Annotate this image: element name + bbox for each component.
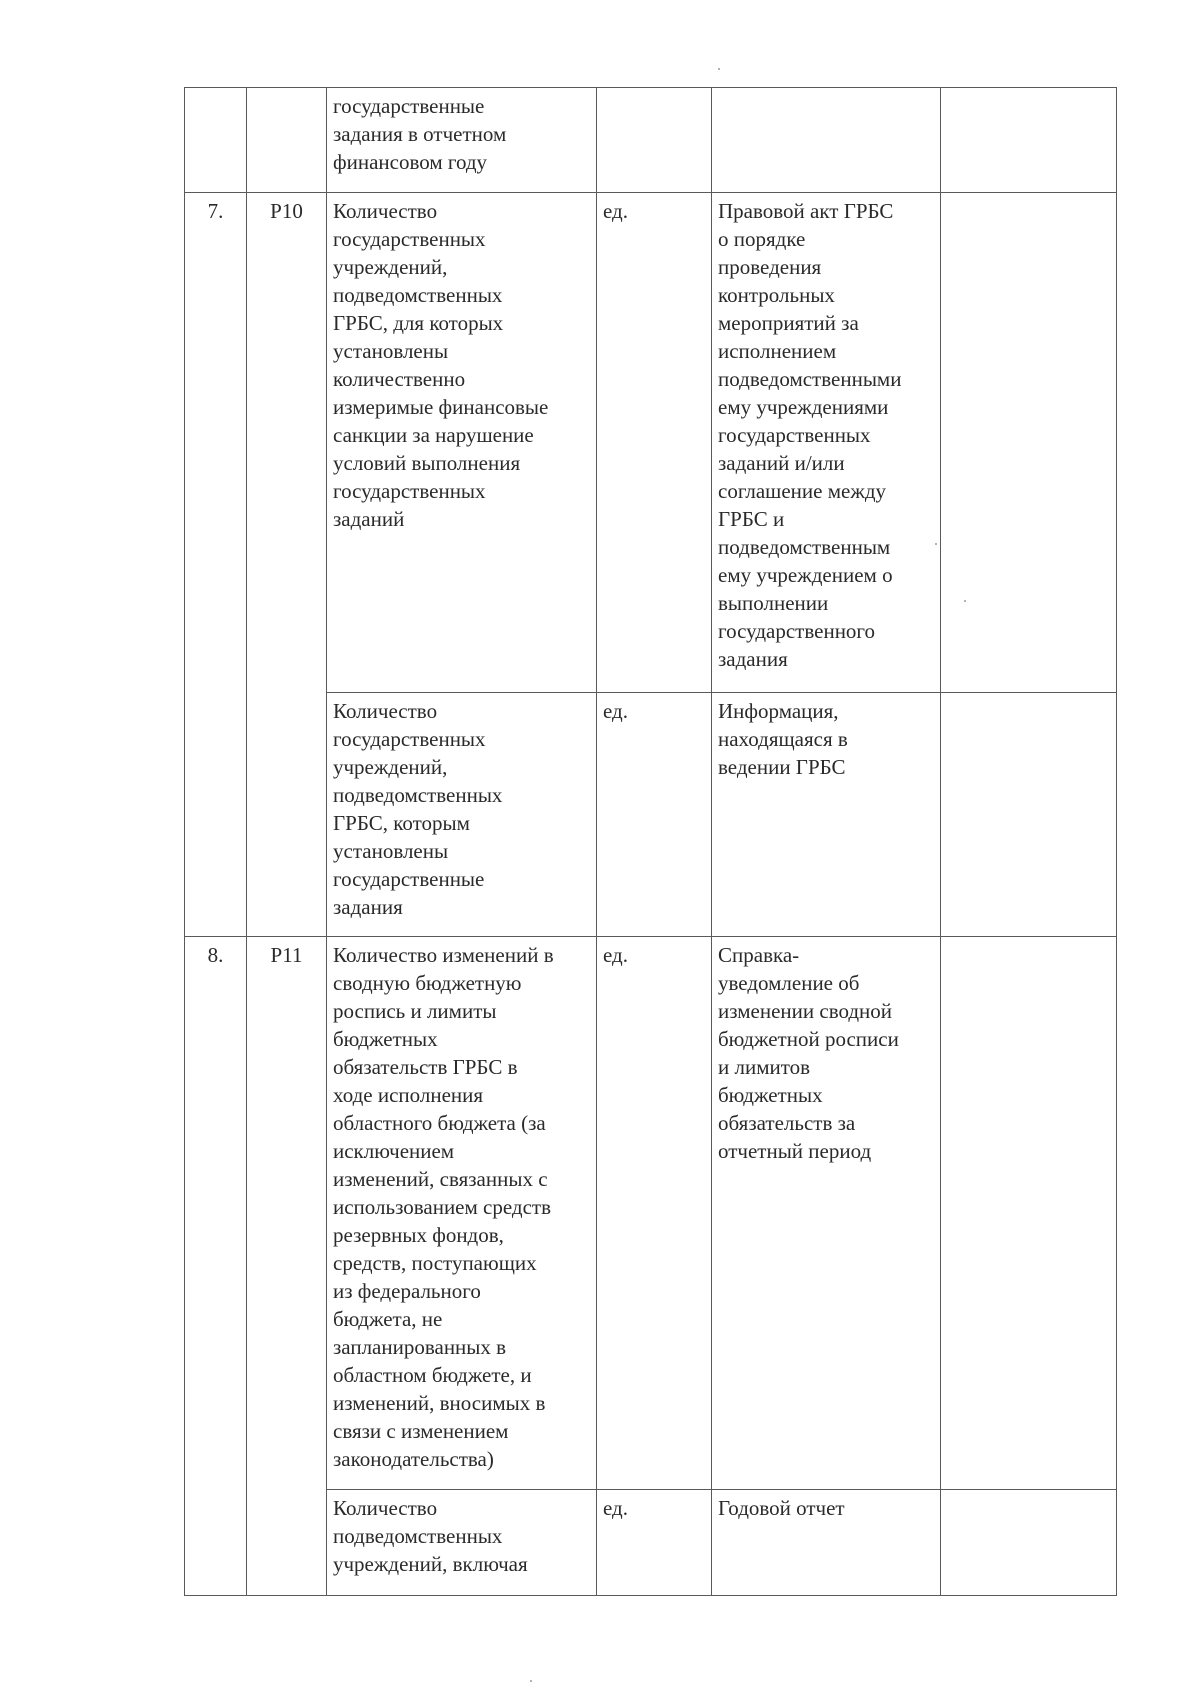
indicator-code-cell bbox=[247, 193, 327, 937]
source-cell bbox=[712, 88, 941, 193]
indicators-table bbox=[184, 87, 1117, 1596]
unit-cell bbox=[597, 937, 712, 1490]
unit: ед. bbox=[603, 943, 628, 967]
extra-cell bbox=[941, 693, 1117, 937]
indicator-name: Количество изменений в сводную бюджетную роспись и лимиты бюджетных обязательств ГРБС в ходе исполнения областного бюджета (за исключением изменений, связанных с использованием средств резервных фондов, средств, поступающих из федерального бюджета, не запланированных в областном бюджете, и изменений, вносимых в связи с изменением законодательства) bbox=[333, 943, 554, 1471]
row-number: 7. bbox=[207, 199, 224, 223]
indicator-name-cell bbox=[327, 693, 597, 937]
indicator-name: Количество подведомственных учреждений, включая bbox=[333, 1496, 528, 1576]
unit-cell bbox=[597, 193, 712, 693]
row-number-cell bbox=[185, 937, 247, 1596]
source-cell bbox=[712, 193, 941, 693]
indicator-name: Количество государственных учреждений, подведомственных ГРБС, которым установлены государственные задания bbox=[333, 699, 503, 919]
indicator-name-cell bbox=[327, 1490, 597, 1596]
table-row bbox=[185, 937, 1117, 1490]
row-number-cell bbox=[185, 88, 247, 193]
indicator-name-cell bbox=[327, 193, 597, 693]
source: Справка- уведомление об изменении сводной бюджетной росписи и лимитов бюджетных обязательств за отчетный период bbox=[718, 943, 899, 1163]
scan-speck bbox=[964, 600, 966, 602]
scan-speck bbox=[718, 68, 720, 70]
unit-cell bbox=[597, 88, 712, 193]
indicator-code-cell bbox=[247, 937, 327, 1596]
extra-cell bbox=[941, 193, 1117, 693]
indicator-name-cell bbox=[327, 88, 597, 193]
indicator-code: Р10 bbox=[270, 199, 303, 223]
unit: ед. bbox=[603, 699, 628, 723]
extra-cell bbox=[941, 937, 1117, 1490]
unit-cell bbox=[597, 693, 712, 937]
extra-cell bbox=[941, 1490, 1117, 1596]
source: Годовой отчет bbox=[718, 1496, 845, 1520]
indicator-code: Р11 bbox=[270, 943, 303, 967]
source: Информация, находящаяся в ведении ГРБС bbox=[718, 699, 848, 779]
table-row bbox=[185, 193, 1117, 693]
row-number-cell bbox=[185, 193, 247, 937]
source-cell bbox=[712, 693, 941, 937]
unit: ед. bbox=[603, 1496, 628, 1520]
extra-cell bbox=[941, 88, 1117, 193]
scan-speck bbox=[530, 1680, 532, 1682]
unit-cell bbox=[597, 1490, 712, 1596]
indicator-name: государственные задания в отчетном финансовом году bbox=[333, 94, 507, 174]
unit: ед. bbox=[603, 199, 628, 223]
source-cell bbox=[712, 1490, 941, 1596]
indicator-code-cell bbox=[247, 88, 327, 193]
source-cell bbox=[712, 937, 941, 1490]
indicator-name: Количество государственных учреждений, подведомственных ГРБС, для которых установлены количественно измеримые финансовые санкции за нарушение условий выполнения государственных заданий bbox=[333, 199, 549, 531]
table-row bbox=[185, 88, 1117, 193]
source: Правовой акт ГРБС о порядке проведения контрольных мероприятий за исполнением подведомственными ему учреждениями государственных заданий и/или соглашение между ГРБС и подведомственным ему учреждением о выполнении государственного задания bbox=[718, 199, 902, 671]
row-number: 8. bbox=[207, 943, 224, 967]
scan-speck bbox=[935, 543, 937, 545]
indicator-name-cell bbox=[327, 937, 597, 1490]
